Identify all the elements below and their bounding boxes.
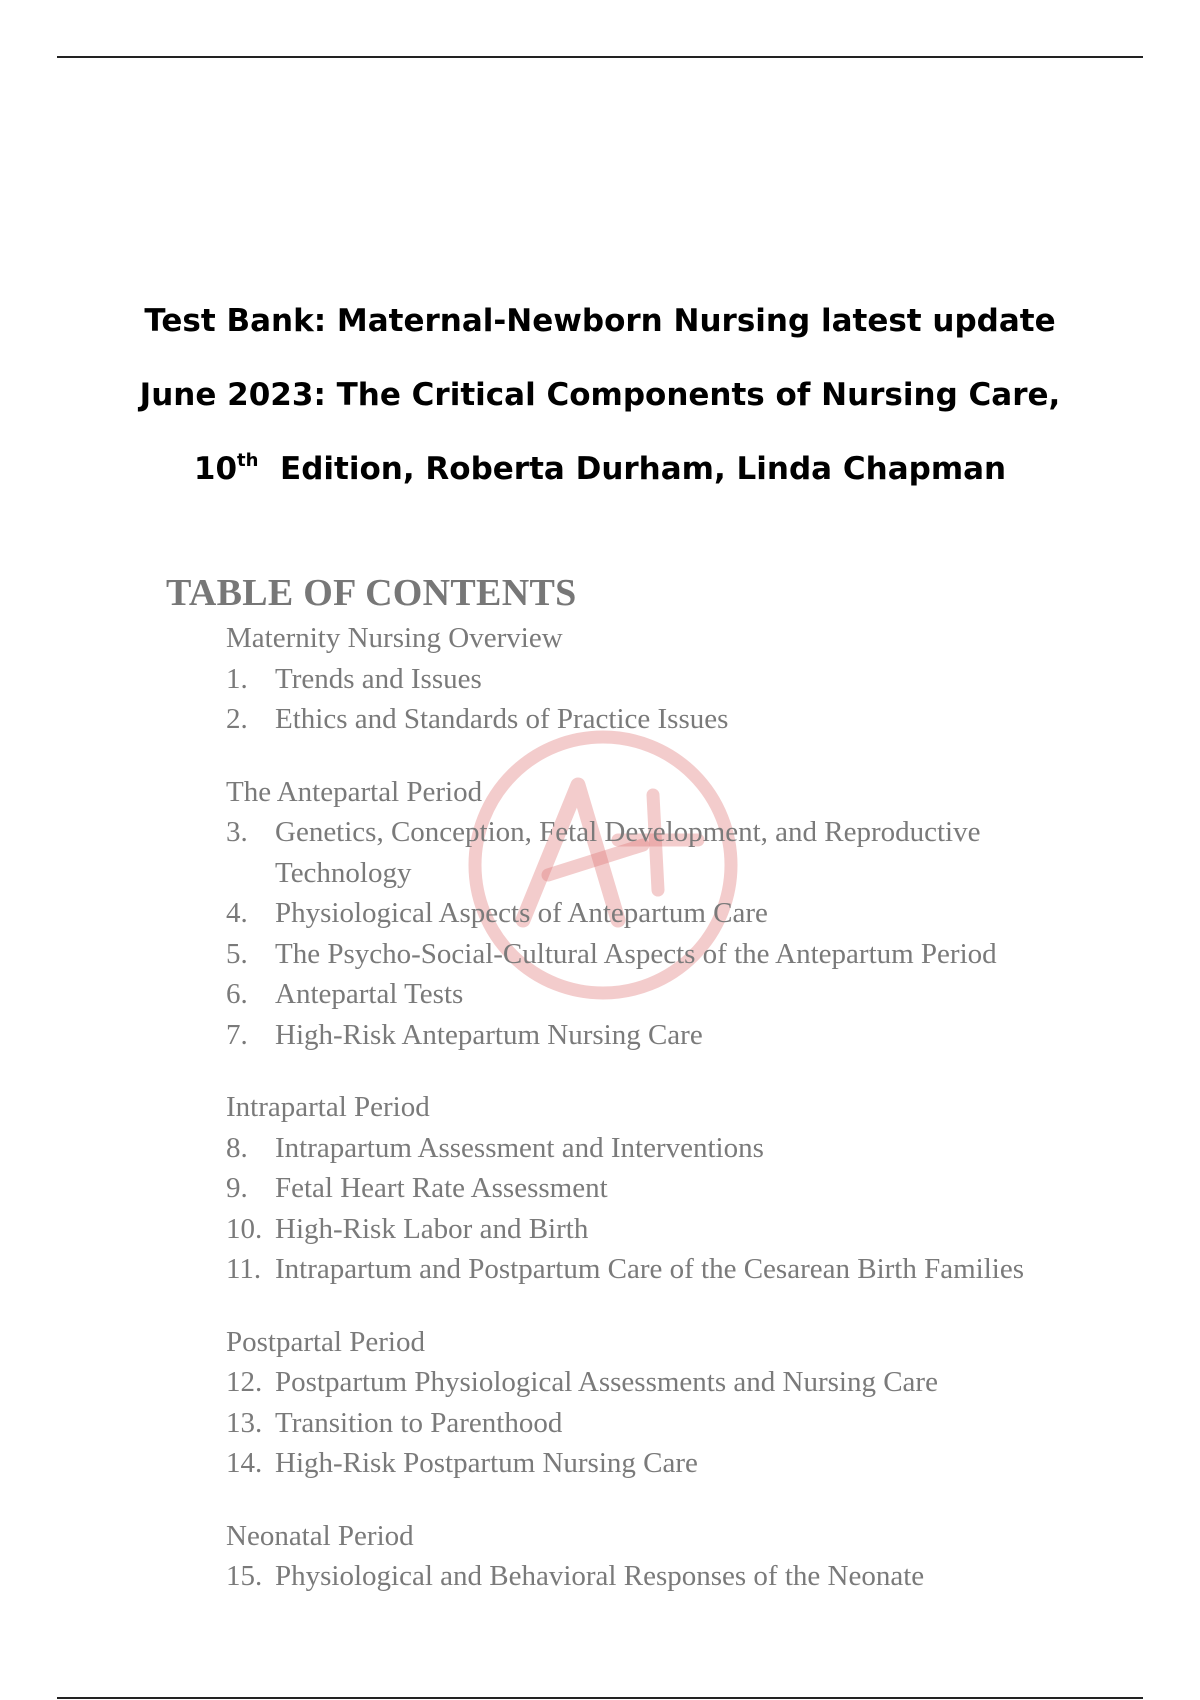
toc-entry-number: 14. <box>226 1447 263 1479</box>
toc-sections <box>166 618 1166 1597</box>
top-rule <box>57 56 1143 58</box>
toc-entry <box>226 659 1166 700</box>
toc-entry-text <box>275 1443 698 1484</box>
document-title <box>0 284 1200 506</box>
title-line-3 <box>0 432 1200 506</box>
toc-entry-line: Transition to Parenthood <box>275 1406 563 1439</box>
title-line-1: Test Bank: Maternal-Newborn Nursing latest update <box>144 303 1056 339</box>
toc-entry-number: 7. <box>226 1018 248 1051</box>
toc-entry-text <box>275 699 728 740</box>
toc-entry <box>226 974 1166 1015</box>
toc-entry-number: 6. <box>226 978 248 1010</box>
toc-entry <box>226 1403 1166 1444</box>
toc-entry <box>226 812 1166 893</box>
toc-entry-line: Postpartum Physiological Assessments and Nursing Care <box>275 1366 938 1398</box>
toc-entry <box>226 1443 1166 1484</box>
toc-entry-text <box>275 1209 588 1250</box>
toc-section-title: Maternity Nursing Overview <box>226 622 563 654</box>
toc-entry-text <box>275 812 980 893</box>
toc-entry-number: 11. <box>226 1253 262 1285</box>
toc-entry-text <box>275 1362 938 1403</box>
toc-section <box>226 772 1166 1056</box>
toc-entry-number: 10. <box>226 1212 263 1245</box>
toc-entry-text <box>275 974 463 1015</box>
toc-entry-number: 1. <box>226 662 248 695</box>
edition-number: 10 <box>193 451 238 487</box>
toc-entry <box>226 1168 1166 1209</box>
bottom-rule <box>57 1697 1143 1699</box>
toc-section <box>226 1087 1166 1290</box>
toc-entry-number: 9. <box>226 1172 248 1204</box>
toc-section <box>226 1516 1166 1597</box>
toc-section-title: Intrapartal Period <box>226 1091 430 1123</box>
toc-entry <box>226 699 1166 740</box>
toc-entry <box>226 1128 1166 1169</box>
toc-entry <box>226 1015 1166 1056</box>
toc-section <box>226 1322 1166 1484</box>
toc-entry-line: Ethics and Standards of Practice Issues <box>275 703 729 735</box>
toc-entry-text <box>275 1249 1024 1290</box>
toc-entry-number: 3. <box>226 816 248 848</box>
toc-entry <box>226 934 1166 975</box>
toc-entry-text <box>275 1128 764 1169</box>
toc-entry <box>226 893 1166 934</box>
toc-entry-line: High-Risk Postpartum Nursing Care <box>275 1447 698 1479</box>
edition-suffix: th <box>237 449 259 471</box>
toc-entry-number: 8. <box>226 1131 248 1164</box>
toc-entry-number: 12. <box>226 1366 263 1398</box>
toc-entry-line: Physiological Aspects of Antepartum Care <box>275 897 768 929</box>
toc-entry-line: Physiological and Behavioral Responses of the Neonate <box>275 1560 925 1592</box>
toc-entry-number: 5. <box>226 937 248 970</box>
toc-entry-line: Genetics, Conception, Fetal Development, and Reproductive <box>275 816 981 848</box>
toc-heading: TABLE OF CONTENTS <box>166 572 577 614</box>
toc-entry-text <box>275 1556 924 1597</box>
toc-entry-line: Intrapartum and Postpartum Care of the Cesarean Birth Families <box>275 1253 1024 1285</box>
toc-entry-line: High-Risk Antepartum Nursing Care <box>275 1018 703 1051</box>
toc-entry-line: Technology <box>275 856 412 889</box>
title-line-2: June 2023: The Critical Components of Nursing Care, <box>139 377 1061 413</box>
toc-entry <box>226 1362 1166 1403</box>
toc-entry-number: 4. <box>226 897 248 929</box>
title-line-3-rest: Edition, Roberta Durham, Linda Chapman <box>258 451 1007 487</box>
toc-entry-text <box>275 659 482 700</box>
toc-entry-line: The Psycho-Social-Cultural Aspects of the Antepartum Period <box>275 937 997 970</box>
toc-entry-number: 15. <box>226 1560 263 1592</box>
toc-entry <box>226 1556 1166 1597</box>
toc-entry <box>226 1249 1166 1290</box>
toc-section-title: The Antepartal Period <box>226 775 483 808</box>
table-of-contents <box>166 568 1166 1597</box>
toc-entry-text <box>275 1168 608 1209</box>
toc-entry-text <box>275 1015 703 1056</box>
toc-entry-text <box>275 934 997 975</box>
toc-entry <box>226 1209 1166 1250</box>
toc-entry-number: 2. <box>226 703 248 735</box>
toc-entry-line: Antepartal Tests <box>275 978 464 1010</box>
toc-section <box>226 618 1166 740</box>
toc-entry-line: Intrapartum Assessment and Interventions <box>275 1131 764 1164</box>
toc-entry-line: Fetal Heart Rate Assessment <box>275 1172 608 1204</box>
toc-entry-text <box>275 1403 562 1444</box>
toc-entry-number: 13. <box>226 1406 263 1439</box>
toc-entry-line: High-Risk Labor and Birth <box>275 1212 589 1245</box>
toc-entry-text <box>275 893 768 934</box>
toc-entry-line: Trends and Issues <box>275 662 482 695</box>
toc-section-title: Postpartal Period <box>226 1325 425 1358</box>
toc-section-title: Neonatal Period <box>226 1519 414 1552</box>
